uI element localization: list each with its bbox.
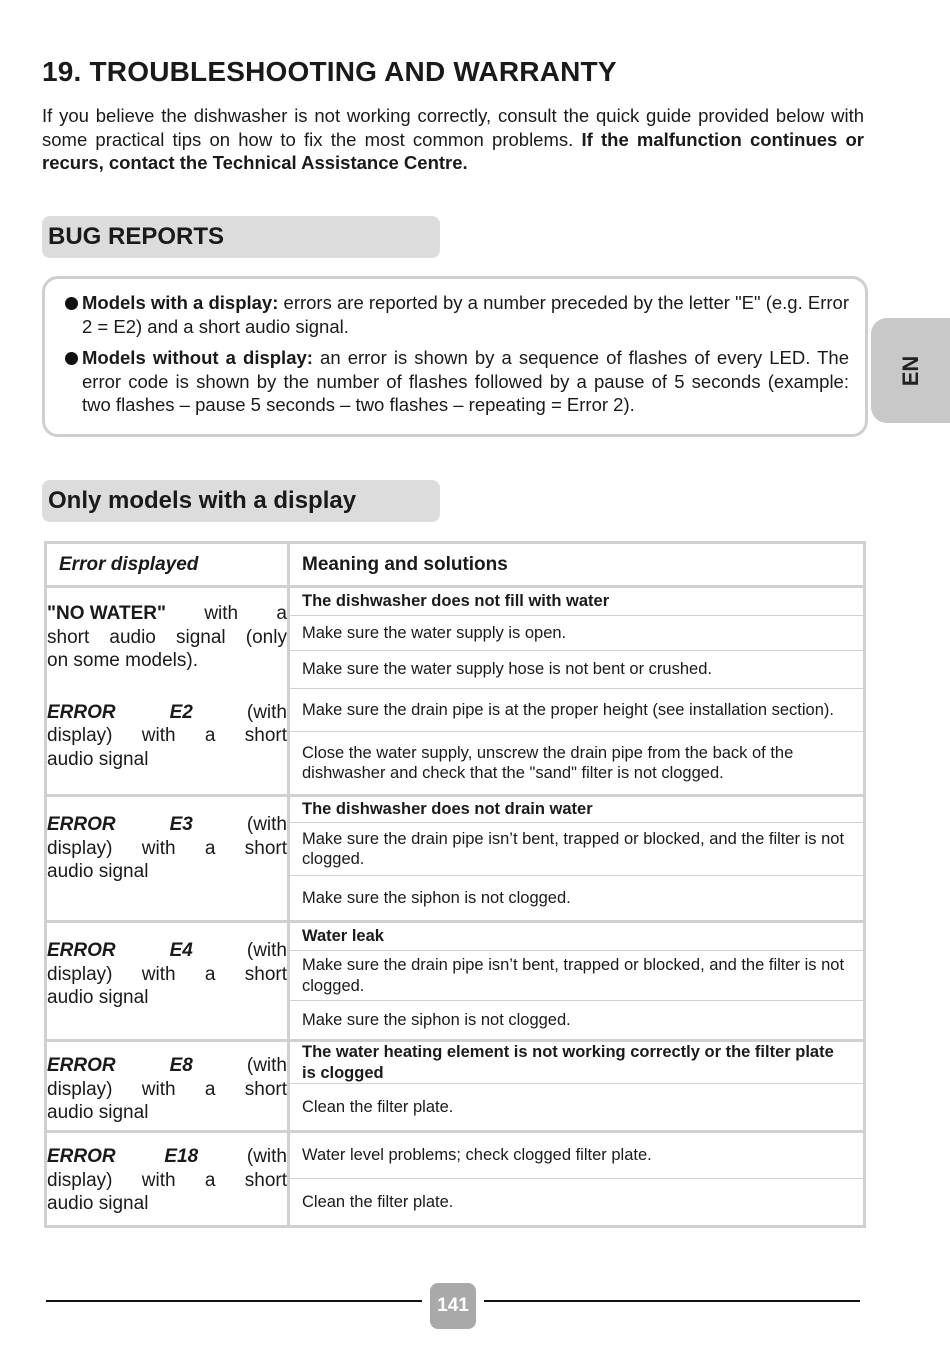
solutions-cell xyxy=(289,1132,865,1227)
solutions-cell xyxy=(289,587,865,796)
error-word: display) xyxy=(47,1169,113,1191)
bug-item-no-display xyxy=(65,346,849,417)
error-word: a xyxy=(204,1078,216,1100)
bug-item-text: an error is shown by a sequence of flashes of every LED. The error code is shown by the number of flashes followed by a pause of 5 seconds (example: two flashes – pause 5 seconds – two flashes – repeating = Error 2). xyxy=(82,347,849,415)
error-word: short xyxy=(244,1169,287,1191)
table-row xyxy=(46,587,865,796)
error-word: a xyxy=(204,725,216,746)
solution-item: Water level problems; check clogged filter plate. xyxy=(290,1133,863,1179)
error-cell xyxy=(46,1041,289,1132)
error-code: "NO WATER" xyxy=(47,603,166,624)
error-word: display) xyxy=(47,1078,113,1100)
bug-item-text: errors are reported by a number preceded by the letter "E" (e.g. Error 2 = E2) and a short audio signal. xyxy=(82,292,849,337)
error-code: ERROR xyxy=(47,1146,116,1167)
error-word: (with xyxy=(246,1055,287,1076)
bug-item-label: Models with a display: xyxy=(82,292,279,313)
solution-item: Make sure the water supply hose is not bent or crushed. xyxy=(290,651,863,689)
problem-title: The dishwasher does not fill with water xyxy=(290,588,863,616)
error-code: ERROR xyxy=(47,701,116,723)
error-cell xyxy=(46,1132,289,1227)
error-description-end: audio signal xyxy=(47,1193,149,1214)
error-code: ERROR xyxy=(47,1055,116,1076)
error-entry xyxy=(47,602,287,673)
error-word: (with xyxy=(246,1146,287,1167)
error-word: (with xyxy=(246,701,287,723)
table-row xyxy=(46,1041,865,1132)
error-code: E8 xyxy=(169,1055,193,1076)
error-entry xyxy=(47,939,287,1010)
error-word: a xyxy=(204,1169,216,1191)
error-word: a xyxy=(276,603,287,624)
error-entry xyxy=(47,813,287,884)
error-entry xyxy=(47,1054,287,1125)
error-word: a xyxy=(204,837,216,859)
error-description-end: audio signal xyxy=(47,1102,149,1123)
solution-item: Make sure the drain pipe isn’t bent, trapped or blocked, and the filter is not clogged. xyxy=(290,823,863,876)
bullet-icon xyxy=(65,297,78,310)
solution-item: Make sure the drain pipe is at the proper height (see installation section). xyxy=(290,689,863,732)
error-word: signal xyxy=(176,626,226,648)
column-header-error: Error displayed xyxy=(46,543,289,587)
language-tab-label: EN xyxy=(897,355,923,386)
error-word: with xyxy=(141,1078,176,1100)
display-models-header: Only models with a display xyxy=(42,480,440,522)
problem-title: Water leak xyxy=(290,923,863,951)
table-row xyxy=(46,1132,865,1227)
error-word: display) xyxy=(47,837,113,859)
column-header-meaning: Meaning and solutions xyxy=(289,543,865,587)
error-word: short xyxy=(244,725,287,746)
solution-item: Close the water supply, unscrew the drain pipe from the back of the dishwasher and check that the "sand" filter is not clogged. xyxy=(302,743,794,782)
solution-item: Clean the filter plate. xyxy=(302,1192,454,1211)
error-word: short xyxy=(244,963,287,985)
bug-reports-box xyxy=(42,276,868,437)
bug-item-display xyxy=(65,291,849,338)
error-code: ERROR xyxy=(47,814,116,835)
error-word: (with xyxy=(246,814,287,835)
solutions-cell xyxy=(289,922,865,1041)
error-word: short xyxy=(244,837,287,859)
error-word: with xyxy=(141,837,176,859)
error-entry xyxy=(47,701,287,772)
solution-item: Make sure the siphon is not clogged. xyxy=(302,888,571,907)
footer-rule-right xyxy=(484,1300,860,1302)
error-code: ERROR xyxy=(47,940,116,961)
intro-paragraph xyxy=(42,104,864,175)
solution-item: Make sure the water supply is open. xyxy=(290,616,863,651)
page-number: 141 xyxy=(430,1283,476,1329)
error-code: E18 xyxy=(164,1146,199,1167)
language-tab xyxy=(871,318,950,423)
error-code: E3 xyxy=(169,814,193,835)
solutions-cell xyxy=(289,1041,865,1132)
footer-rule-left xyxy=(46,1300,422,1302)
error-word: with xyxy=(141,963,176,985)
error-word: (with xyxy=(246,940,287,961)
error-word: with xyxy=(204,603,239,624)
error-code: E2 xyxy=(169,701,193,723)
solution-item: Make sure the siphon is not clogged. xyxy=(302,1010,571,1029)
page-title: 19. TROUBLESHOOTING AND WARRANTY xyxy=(42,56,617,87)
table-row xyxy=(46,796,865,922)
bug-reports-header: BUG REPORTS xyxy=(42,216,440,258)
error-code: E4 xyxy=(169,940,193,961)
error-description-end: audio signal xyxy=(47,748,149,770)
error-word: display) xyxy=(47,725,113,746)
error-word: display) xyxy=(47,963,113,985)
error-word: short xyxy=(47,626,90,648)
error-description-end: on some models). xyxy=(47,650,199,671)
intro-text: If you believe the dishwasher is not working correctly, consult the quick guide provided below with some practical tips on how to fix the most common problems. xyxy=(42,105,864,150)
problem-title: The dishwasher does not drain water xyxy=(290,797,863,823)
solutions-cell xyxy=(289,796,865,922)
error-description-end: audio signal xyxy=(47,987,149,1008)
error-cell xyxy=(46,922,289,1041)
error-cell xyxy=(46,587,289,796)
intro-bold-text: If the malfunction continues or recurs, contact the Technical Assistance Centre. xyxy=(42,128,865,173)
bug-item-label: Models without a display: xyxy=(82,347,313,368)
problem-title: The water heating element is not working correctly or the filter plate is clogged xyxy=(290,1042,863,1084)
error-description-end: audio signal xyxy=(47,861,149,882)
error-word: short xyxy=(244,1078,287,1100)
error-word: audio xyxy=(109,626,156,648)
error-word: with xyxy=(141,725,176,746)
solution-item: Make sure the drain pipe isn’t bent, trapped or blocked, and the filter is not clogged. xyxy=(290,951,863,1001)
solution-item: Clean the filter plate. xyxy=(302,1097,454,1116)
error-word: a xyxy=(204,963,216,985)
bullet-icon xyxy=(65,352,78,365)
error-cell xyxy=(46,796,289,922)
error-entry xyxy=(47,1145,287,1216)
error-word: with xyxy=(141,1169,176,1191)
table-row xyxy=(46,922,865,1041)
error-table xyxy=(44,541,866,1228)
error-word: (only xyxy=(245,626,287,648)
